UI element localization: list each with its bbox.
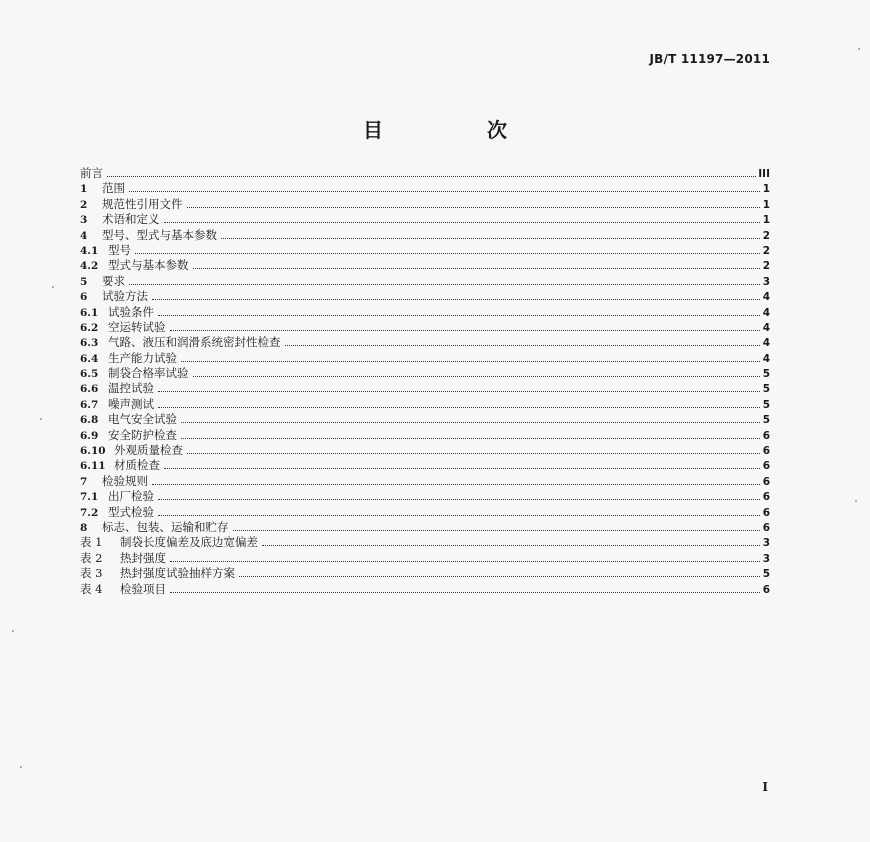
toc-entry-page: 6 [762, 460, 770, 473]
toc-entry[interactable] [80, 520, 770, 535]
toc-entry-title: 热封强度 [120, 550, 166, 565]
toc-dot-leader [164, 213, 761, 223]
toc-entry-number: 6.7 [80, 398, 99, 411]
toc-entry-page: 6 [762, 429, 770, 442]
toc-entry-title: 型式检验 [108, 504, 154, 519]
toc-entry[interactable] [80, 489, 770, 504]
toc-entry-page: 1 [762, 183, 770, 196]
toc-entry-title: 生产能力试验 [108, 350, 177, 365]
toc-entry-number: 6.3 [80, 337, 99, 350]
toc-dot-leader [262, 536, 760, 546]
scan-speck [855, 500, 857, 502]
toc-entry-number: 2 [80, 198, 88, 211]
toc-entry[interactable] [80, 274, 770, 289]
toc-entry-title: 气路、液压和润滑系统密封性检查 [108, 335, 281, 350]
toc-entry-title: 温控试验 [108, 381, 154, 396]
toc-dot-leader [152, 290, 760, 300]
toc-entry-page: 5 [762, 398, 770, 411]
toc-dot-leader [181, 352, 760, 362]
toc-entry-number: 表 3 [80, 566, 103, 581]
toc-entry-page: 6 [762, 506, 770, 519]
toc-entry-page: 6 [762, 583, 770, 596]
toc-entry-page: 1 [762, 214, 770, 227]
toc-dot-leader [233, 521, 761, 531]
toc-entry[interactable] [80, 428, 770, 443]
toc-dot-leader [129, 182, 760, 192]
toc-dot-leader [187, 198, 761, 208]
toc-entry-page: 4 [762, 337, 770, 350]
toc-entry[interactable] [80, 335, 770, 350]
toc-entry[interactable] [80, 566, 770, 581]
toc-entry-page: 3 [762, 537, 770, 550]
toc-entry-page: 2 [762, 260, 770, 273]
toc-entry[interactable] [80, 228, 770, 243]
toc-entry-page: III [758, 168, 770, 180]
toc-entry-title: 范围 [102, 181, 125, 196]
toc-entry-title: 噪声测试 [108, 396, 154, 411]
toc-entry-number: 6.4 [80, 352, 99, 365]
toc-entry-number: 6.11 [80, 460, 106, 473]
toc-entry-title: 制袋合格率试验 [108, 366, 189, 381]
toc-entry-title: 检验规则 [102, 473, 148, 488]
toc-dot-leader [221, 229, 760, 239]
toc-entry[interactable] [80, 397, 770, 412]
toc-entry[interactable] [80, 166, 770, 181]
scan-speck [40, 418, 42, 420]
toc-entry-title: 规范性引用文件 [102, 196, 183, 211]
toc-entry[interactable] [80, 505, 770, 520]
toc-entry[interactable] [80, 381, 770, 396]
toc-entry-title: 试验条件 [108, 304, 154, 319]
toc-entry-number: 7.1 [80, 491, 99, 504]
toc-entry-title: 前言 [80, 166, 103, 180]
toc-entry[interactable] [80, 305, 770, 320]
toc-entry-number: 3 [80, 214, 88, 227]
toc-entry-number: 6.5 [80, 368, 99, 381]
toc-dot-leader [135, 244, 760, 254]
toc-dot-leader [158, 490, 760, 500]
toc-dot-leader [187, 444, 760, 454]
toc-dot-leader [170, 552, 760, 562]
toc-entry[interactable] [80, 212, 770, 227]
toc-entry-title: 要求 [102, 273, 125, 288]
scan-speck [52, 286, 54, 288]
toc-entry[interactable] [80, 551, 770, 566]
toc-entry-page: 3 [762, 552, 770, 565]
toc-entry-page: 5 [762, 383, 770, 396]
toc-entry-number: 5 [80, 275, 88, 288]
toc-entry-page: 6 [762, 491, 770, 504]
toc-entry-number: 7 [80, 475, 88, 488]
toc-entry-number: 4.2 [80, 260, 99, 273]
toc-entry-page: 6 [762, 475, 770, 488]
toc-entry-page: 5 [762, 568, 770, 581]
toc-entry-number: 6.1 [80, 306, 99, 319]
toc-entry-number: 6.9 [80, 429, 99, 442]
standard-code: JB/T 11197—2011 [649, 52, 770, 66]
toc-entry-number: 6.6 [80, 383, 99, 396]
scan-speck [20, 766, 22, 768]
toc-entry-title: 标志、包装、运输和贮存 [102, 519, 229, 534]
toc-dot-leader [181, 413, 760, 423]
toc-entry[interactable] [80, 535, 770, 550]
toc-entry-number: 6 [80, 291, 88, 304]
toc-entry-page: 4 [762, 306, 770, 319]
toc-dot-leader [158, 306, 760, 316]
toc-entry-page: 2 [762, 229, 770, 242]
toc-dot-leader [129, 275, 760, 285]
toc-entry-title: 外观质量检查 [114, 443, 183, 458]
toc-entry[interactable] [80, 412, 770, 427]
toc-entry-number: 表 4 [80, 581, 103, 596]
toc-entry-page: 5 [762, 414, 770, 427]
toc-entry-number: 表 2 [80, 550, 103, 565]
toc-entry-title: 电气安全试验 [108, 412, 177, 427]
toc-entry-title: 制袋长度偏差及底边宽偏差 [120, 535, 258, 550]
toc-entry-title: 型号 [108, 242, 131, 257]
toc-entry-page: 6 [762, 521, 770, 534]
toc-entry[interactable] [80, 474, 770, 489]
toc-entry-page: 3 [762, 275, 770, 288]
toc-entry-page: 4 [762, 291, 770, 304]
toc-entry[interactable] [80, 243, 770, 258]
toc-entry-number: 6.10 [80, 445, 106, 458]
page-title: 目 次 [363, 118, 549, 142]
toc-entry-number: 1 [80, 183, 88, 196]
toc-dot-leader [193, 367, 761, 377]
toc-entry[interactable] [80, 443, 770, 458]
toc-dot-leader [193, 259, 761, 269]
toc-entry-page: 6 [762, 445, 770, 458]
toc-entry-number: 4.1 [80, 244, 99, 257]
toc-entry[interactable] [80, 351, 770, 366]
toc-entry[interactable] [80, 181, 770, 196]
toc-entry-title: 安全防护检查 [108, 427, 177, 442]
toc-dot-leader [181, 429, 760, 439]
toc-dot-leader [239, 567, 760, 577]
page-number: I [762, 780, 768, 794]
toc-entry[interactable] [80, 582, 770, 597]
table-of-contents [80, 166, 770, 597]
toc-entry-number: 8 [80, 521, 88, 534]
toc-entry[interactable] [80, 258, 770, 273]
toc-dot-leader [158, 382, 760, 392]
toc-entry-title: 材质检查 [114, 458, 160, 473]
toc-dot-leader [170, 583, 760, 593]
toc-entry-title: 热封强度试验抽样方案 [120, 566, 235, 581]
toc-entry-page: 1 [762, 198, 770, 211]
toc-entry[interactable] [80, 197, 770, 212]
toc-entry-number: 表 1 [80, 535, 103, 550]
toc-entry-number: 6.8 [80, 414, 99, 427]
toc-dot-leader [152, 475, 760, 485]
scan-speck [12, 630, 14, 632]
toc-entry-number: 6.2 [80, 321, 99, 334]
toc-entry[interactable] [80, 458, 770, 473]
toc-entry[interactable] [80, 320, 770, 335]
toc-entry-page: 4 [762, 352, 770, 365]
toc-entry-page: 4 [762, 321, 770, 334]
toc-dot-leader [107, 167, 756, 177]
toc-entry-page: 2 [762, 244, 770, 257]
toc-dot-leader [158, 506, 760, 516]
toc-entry-title: 空运转试验 [108, 319, 166, 334]
toc-entry[interactable] [80, 366, 770, 381]
toc-entry-title: 检验项目 [120, 581, 166, 596]
toc-entry-number: 7.2 [80, 506, 99, 519]
toc-entry[interactable] [80, 289, 770, 304]
toc-dot-leader [164, 459, 760, 469]
toc-entry-page: 5 [762, 368, 770, 381]
toc-entry-title: 术语和定义 [102, 212, 160, 227]
toc-entry-title: 型号、型式与基本参数 [102, 227, 217, 242]
scan-speck [858, 48, 860, 50]
toc-entry-number: 4 [80, 229, 88, 242]
toc-entry-title: 型式与基本参数 [108, 258, 189, 273]
toc-entry-title: 试验方法 [102, 289, 148, 304]
toc-dot-leader [285, 336, 761, 346]
toc-dot-leader [158, 398, 760, 408]
toc-entry-title: 出厂检验 [108, 489, 154, 504]
toc-dot-leader [170, 321, 761, 331]
